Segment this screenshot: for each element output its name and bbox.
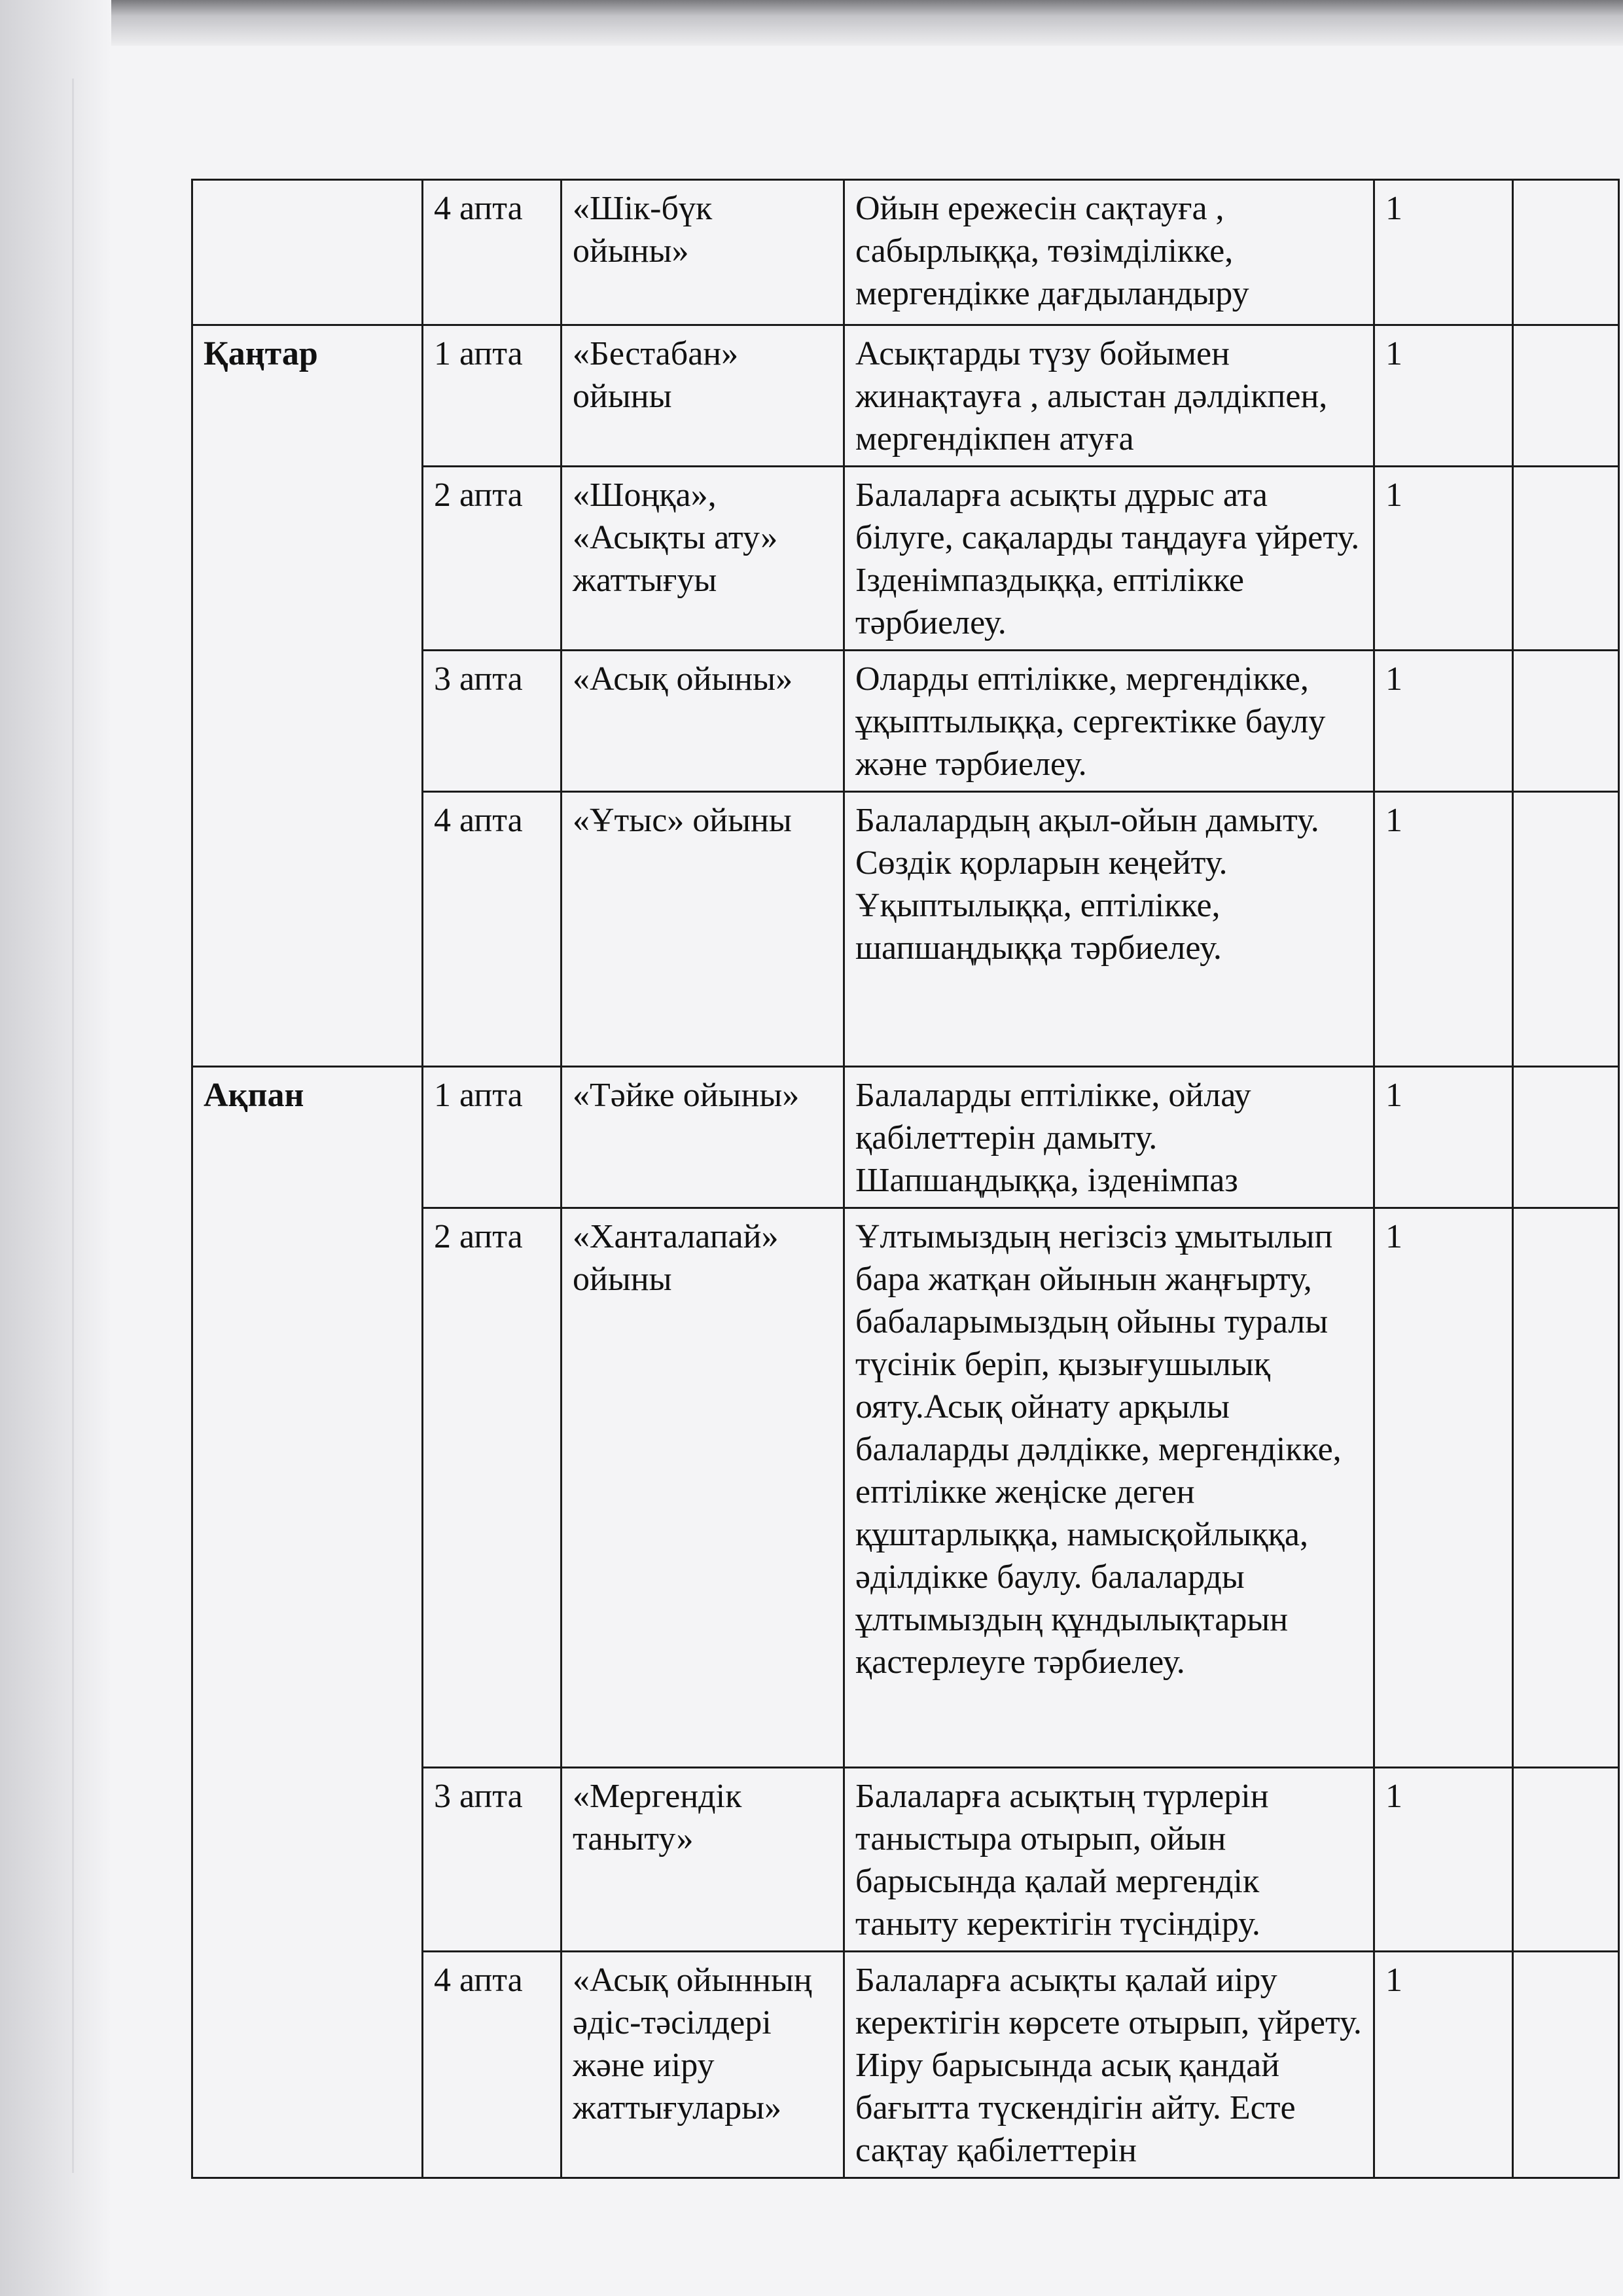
purpose-cell: Балаларға асықты қалай иіру керектігін көрсете отырып, үйрету. Иіру барысында асық қандай бағытта түскендігін айту. Есте сақтау қабілеттерін	[844, 1952, 1374, 2178]
empty-cell	[1513, 792, 1619, 1067]
purpose-cell: Балалардың ақыл-ойын дамыту. Сөздік қорларын кеңейту. Ұқыптылыққа, ептілікке, шапшаңдыққа тәрбиелеу.	[844, 792, 1374, 1067]
month-cell: Ақпан	[192, 1067, 423, 2178]
hours-cell: 1	[1374, 1208, 1513, 1768]
hours-cell: 1	[1374, 651, 1513, 792]
purpose-cell: Балаларды ептілікке, ойлау қабілеттерін дамыту. Шапшаңдыққа, ізденімпаз	[844, 1067, 1374, 1208]
purpose-cell: Балаларға асықтың түрлерін таныстыра отырып, ойын барысында қалай мергендік таныту керектігін түсіндіру.	[844, 1768, 1374, 1952]
hours-cell: 1	[1374, 1768, 1513, 1952]
hours-cell: 1	[1374, 1067, 1513, 1208]
game-cell: «Асық ойынның әдіс-тәсілдері және иіру жаттығулары»	[562, 1952, 844, 2178]
week-cell: 3 апта	[423, 1768, 562, 1952]
game-cell: «Тәйке ойыны»	[562, 1067, 844, 1208]
empty-cell	[1513, 467, 1619, 651]
table-row	[192, 1067, 1619, 1208]
game-cell: «Шоңқа», «Асықты ату» жаттығуы	[562, 467, 844, 651]
week-cell: 4 апта	[423, 1952, 562, 2178]
hours-cell: 1	[1374, 1952, 1513, 2178]
purpose-cell: Балаларға асықты дұрыс ата білуге, сақаларды таңдауға үйрету. Ізденімпаздыққа, ептілікке тәрбиелеу.	[844, 467, 1374, 651]
week-cell: 1 апта	[423, 1067, 562, 1208]
scan-binding-shadow	[0, 0, 111, 2296]
empty-cell	[1513, 1067, 1619, 1208]
month-cell: Қаңтар	[192, 325, 423, 1067]
game-cell: «Асық ойыны»	[562, 651, 844, 792]
empty-cell	[1513, 1208, 1619, 1768]
hours-cell: 1	[1374, 792, 1513, 1067]
purpose-cell: Асықтарды түзу бойымен жинақтауға , алыстан дәлдікпен, мергендікпен атуға	[844, 325, 1374, 467]
purpose-cell: Оларды ептілікке, мергендікке, ұқыптылыққа, сергектікке баулу және тәрбиелеу.	[844, 651, 1374, 792]
empty-cell	[1513, 325, 1619, 467]
lesson-plan-table	[191, 179, 1620, 2179]
table-row	[192, 180, 1619, 325]
hours-cell: 1	[1374, 180, 1513, 325]
game-cell: «Мергендік таныту»	[562, 1768, 844, 1952]
week-cell: 2 апта	[423, 1208, 562, 1768]
week-cell: 3 апта	[423, 651, 562, 792]
hours-cell: 1	[1374, 325, 1513, 467]
week-cell: 4 апта	[423, 792, 562, 1067]
game-cell: «Ханталапай» ойыны	[562, 1208, 844, 1768]
hours-cell: 1	[1374, 467, 1513, 651]
scan-top-shadow	[0, 0, 1623, 46]
empty-cell	[1513, 1768, 1619, 1952]
purpose-cell: Ұлтымыздың негізсіз ұмытылып бара жатқан ойынын жаңғырту, бабаларымыздың ойыны туралы түсінік беріп, қызығушылық ояту.Асық ойнату арқылы балаларды дәлдікке, мергендікке, ептілікке жеңіске деген құштарлыққа, намысқойлыққа, әділдікке баулу. балаларды ұлтымыздың құндылықтарын қастерлеуге тәрбиелеу.	[844, 1208, 1374, 1768]
empty-cell	[1513, 651, 1619, 792]
scan-page-edge	[72, 79, 74, 2173]
table-row	[192, 325, 1619, 467]
game-cell: «Бестабан» ойыны	[562, 325, 844, 467]
week-cell: 1 апта	[423, 325, 562, 467]
week-cell: 4 апта	[423, 180, 562, 325]
month-cell	[192, 180, 423, 325]
purpose-cell: Ойын ережесін сақтауға , сабырлыққа, төзімділікке, мергендікке дағдыландыру	[844, 180, 1374, 325]
week-cell: 2 апта	[423, 467, 562, 651]
game-cell: «Ұтыс» ойыны	[562, 792, 844, 1067]
empty-cell	[1513, 180, 1619, 325]
empty-cell	[1513, 1952, 1619, 2178]
game-cell: «Шік-бүк ойыны»	[562, 180, 844, 325]
